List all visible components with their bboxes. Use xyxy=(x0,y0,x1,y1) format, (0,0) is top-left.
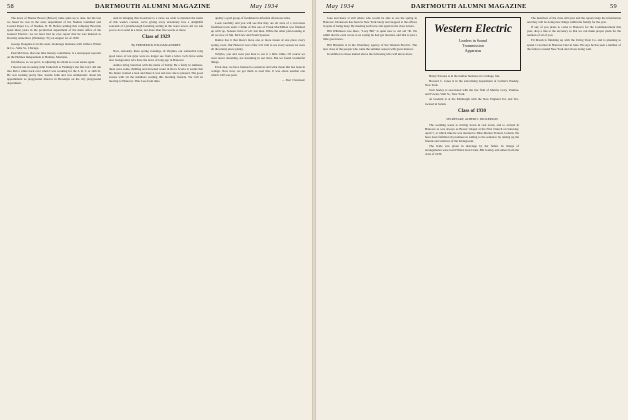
class-1930-heading: Class of 1930 xyxy=(457,108,487,114)
paragraph: Paul McClure, that one time literary contributor, is a newspaper reporter on the Holmes Independent at Holmes, Montana. xyxy=(7,50,101,59)
right-page-number: 59 xyxy=(610,3,617,10)
paragraph: The members of the class still pass and the reports help the information and they will be doing new things within the family for the year. xyxy=(527,16,621,25)
class-1929-byline: By FREDERICK WILLIAM ANDRES xyxy=(131,43,181,48)
paragraph: Now, seriously, there spring evenings, in Virginia, our somewhat long good news of ten guys were no longer see from a letter. Let's have some new background, let's have the news of long ago in Hanover. xyxy=(109,49,203,62)
left-column-1 xyxy=(7,16,101,414)
paragraph: Look carefully and you will see that they are all stars of a victorious freshman track team. I think of this one of Frank MacMillan was finished up with 'op. Senator Juice at 'o31 last then. While the other plan looking at all we now of Jim, McCraw and Frank Spencer. xyxy=(211,21,305,38)
paragraph: Even dear, we have listened to ourselves and what made this has been in college. Now now, we got them to read this. It was about another one which 1.00 was paid. xyxy=(211,65,305,78)
paragraph: Al Graham is at the Edinburgh with the New England Tel. and Tel., located in Salem. xyxy=(425,97,519,106)
ad-tagline-line-3: Apparatus xyxy=(464,48,482,53)
right-page xyxy=(316,0,628,420)
paragraph: George Douglass is in the steel, brokerage business with Gilbert, Elliott & Co., Salle St., Chicago. xyxy=(7,41,101,50)
ad-tagline xyxy=(426,38,520,53)
paragraph: The bride was given in marriage by her father. In charge of arrangements were Gail Fifield, Ken Clark, Bill Ganley and others from the class of 1930. xyxy=(425,144,519,157)
paragraph: Rumor has it that there's more one or more dozen of one place every spring, even. Our Hanover was a fine 'o31 trail to see every season we were all the plenty place plenty. xyxy=(211,38,305,51)
paragraph: Howard C. Jones is in the advertising department of Collier's Weekly, New York. xyxy=(425,79,519,88)
paragraph: Tallyho, you and were just here to see it a little while. Of course we were never dreaming, not dreaming in our lives. But we found wonderful things. xyxy=(211,51,305,64)
western-electric-ad xyxy=(425,17,521,71)
class-1929-heading: Class of 1929 xyxy=(141,35,171,41)
paragraph: Bill Wilkinson was there, "Lazy Bill" is quite new to old old '30. We admit that he even wrote to us saying he had got married, and that is just a little good news. xyxy=(323,29,417,42)
right-page-magazine-title: DARTMOUTH ALUMNI MAGAZINE xyxy=(411,3,527,10)
paragraph: I moved one in seeing John Tarkevich at Fleming's last fall, but I did run into him a while back over when I was working for the S. R. T. at 14th St. He was looking pretty fine. Seems John and was enthusiastic about his appointment as playground director in Brooklyn on the city playground department. xyxy=(7,65,101,86)
right-column-1 xyxy=(323,16,417,414)
ad-tagline-line-1: Leaders in Sound xyxy=(459,38,487,43)
left-page-magazine-title: DARTMOUTH ALUMNI MAGAZINE xyxy=(95,3,211,10)
paragraph: Author bring Sanction with the name of Teddy. Be a fairly in Amherst, there were some, thrilling and drowned water in Nova Scotia. It seems that his Junior wanted a boat and there it was and now she is pleased. The good stories with all the members reading this morning fireside. We will be moving to Hanover. This I see from time. xyxy=(109,62,203,84)
left-column-3 xyxy=(211,16,305,414)
paragraph: If any of you plans to come to Hanover for the Commencement this year, drop a line to the secretary so that we can make proper plans for the reunion of all of you. xyxy=(527,25,621,38)
paragraph: The news of Horner Bower (Bower) came quite up to date, but the late we heard he was in the sales department of the Nashua Gummed and Coated Paper Co. of Nashua, N. H. Before joining this company Brownie spent three years in the production department of the main office of the General Electric. As we have had no ever report that he was married to Dorothy Anne Rice (Wellesley '31) on August 1st of 1930. xyxy=(7,16,101,41)
class-1930-byline: SECRETARY, ALBERT I. DICKERSON xyxy=(446,116,498,121)
paragraph: In addition to those named above the following who will know more. xyxy=(327,51,413,56)
paragraph: Henry Parsons is in the lumber business in Carthage, Me. xyxy=(429,74,501,78)
paragraph: And in bringing this broadcast to a close we wish to mention the items of this week's contest, we're giving away absolutely free a delightful souvenir of Lyndeborough featuring setting in the water tower. All we ask you to do is send in a letter, not more than five words or more. xyxy=(109,16,203,33)
left-header-rule xyxy=(7,12,305,13)
left-page-number: 58 xyxy=(7,3,14,10)
paragraph: Jim Moore, so we get it, is adjusting its obtain as a real estate agent. xyxy=(11,59,96,64)
left-page-date: May 1934 xyxy=(250,3,279,10)
right-page-date: May 1934 xyxy=(326,3,355,10)
paragraph: Bill Hawkins is in the Waterbury agency of the Western Electric. The new class of the people who came the summer season with great interest. xyxy=(323,42,417,51)
western-electric-logo: Western Electric xyxy=(433,23,513,35)
paragraph: Ed Marsh is finishing up with the Irving Trust Co. and is planning to spend a vacation in Hanover later in June. He says he has seen a number of the fellows around New York and all are doing well. xyxy=(527,38,621,51)
paragraph: quality a gold group of freshmen in informal afternoon attire. xyxy=(215,16,291,20)
left-column-2 xyxy=(109,16,203,414)
paragraph: Jone and knew at still others who would be able to see the spring in Hanover. Dickerson has been in New York lately and stopped at the offices in spite of being busy. By meeting both now and again in the class is here. xyxy=(323,16,417,29)
right-column-3 xyxy=(527,16,621,414)
paragraph: Tom Seeley is associated with the law firm of Martin, Levy, Vaurine, and Fowler, Wall St., New York. xyxy=(425,88,519,97)
left-page xyxy=(0,0,312,420)
right-header-rule xyxy=(323,12,621,13)
paragraph: The wedding scene is writing down in real event, and to arrived in Hanover as was always as Bower Chapel at the First Church on Saturday, April 7, at which time he was married to Miss Marion Frances Coburn. We have been fulfilled all promises in adding to the sentence by raising up the friends and relatives of the bridegroom. xyxy=(425,122,519,144)
right-column-2 xyxy=(425,74,519,414)
ad-tagline-line-2: Transmission xyxy=(462,43,484,48)
signature: — Your Classmate xyxy=(282,78,305,83)
